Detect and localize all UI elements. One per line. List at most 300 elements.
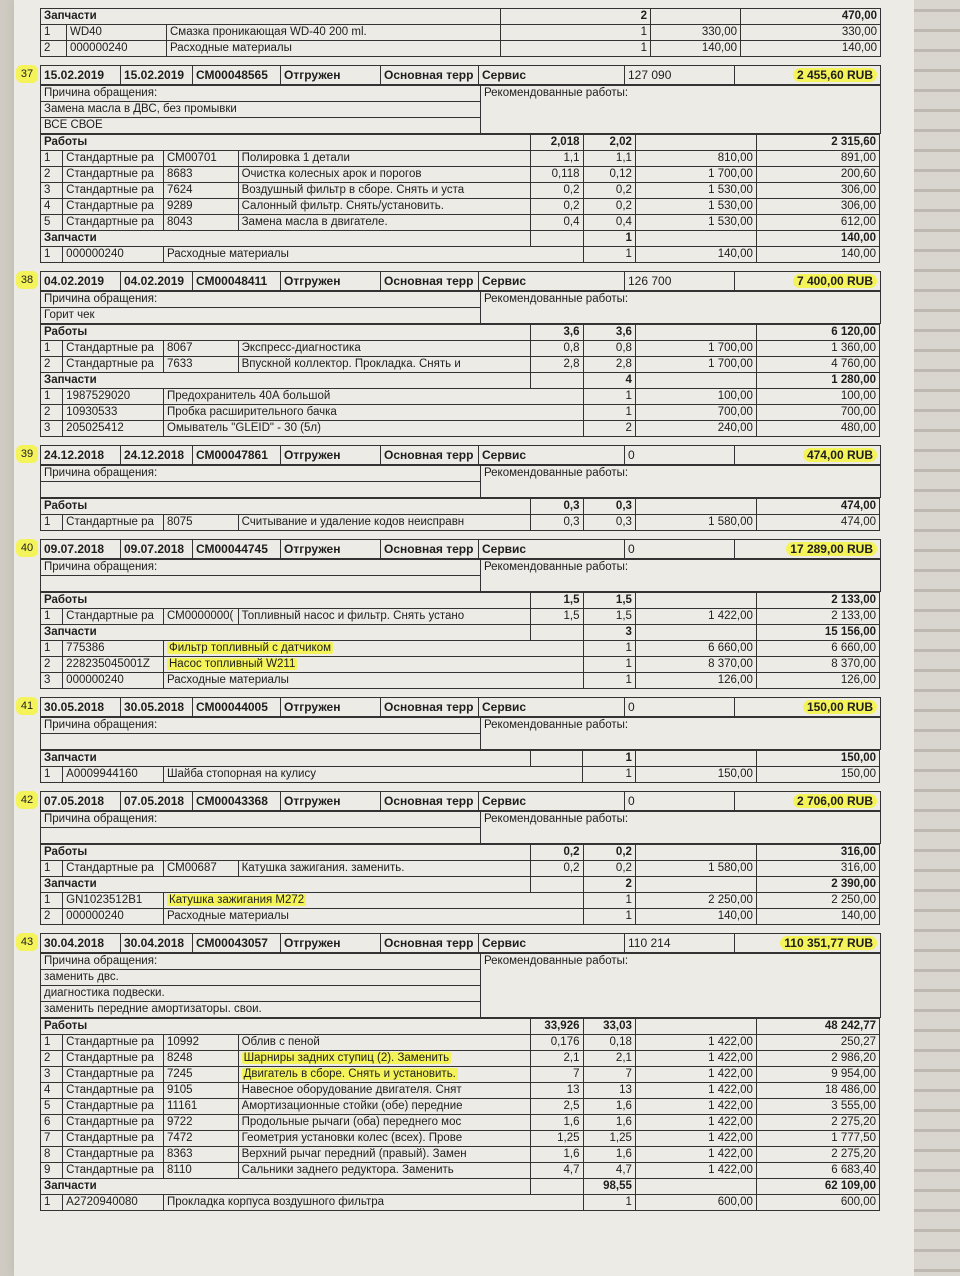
work-kind: Стандартные ра [63, 215, 164, 231]
work-norm: 0,2 [531, 199, 583, 215]
part-price: 700,00 [635, 405, 756, 421]
order-items-table [40, 324, 880, 437]
work-name-cell [238, 1099, 530, 1115]
work-sum: 2 986,20 [756, 1051, 879, 1067]
part-sum: 140,00 [741, 41, 881, 57]
row-number: 1 [41, 1195, 63, 1211]
part-code: A0009944160 [63, 767, 164, 783]
works-total-qty: 2,02 [583, 135, 635, 151]
empty-cell [635, 231, 756, 247]
work-name-cell [238, 183, 530, 199]
recommended-works-label: Рекомендованные работы: [481, 86, 881, 134]
reason-label: Причина обращения: [41, 560, 481, 576]
order-index-badge: 41 [16, 697, 38, 715]
parts-section-row [41, 625, 880, 641]
order-mileage: 0 [625, 540, 735, 559]
work-code: 8363 [164, 1147, 239, 1163]
works-total-sum: 316,00 [756, 845, 879, 861]
empty-cell [635, 499, 756, 515]
works-section-label: Работы [41, 1019, 531, 1035]
work-sum: 1 360,00 [756, 341, 879, 357]
part-row [41, 405, 880, 421]
part-qty: 1 [501, 41, 651, 57]
order-amount: 17 289,00 RUB [786, 542, 877, 556]
works-total-norm: 0,2 [531, 845, 583, 861]
order-items-table [40, 750, 880, 783]
works-section-label: Работы [41, 499, 531, 515]
order-amount: 110 351,77 RUB [780, 936, 877, 950]
part-code: 10930533 [63, 405, 164, 421]
order-date: 30.04.2018 [41, 934, 121, 953]
empty-cell [635, 625, 756, 641]
order-number: СМ00044745 [193, 540, 281, 559]
order-block [20, 697, 880, 783]
order-close-date: 04.02.2019 [121, 272, 193, 291]
reason-label-row [41, 560, 881, 576]
recommended-works-label: Рекомендованные работы: [481, 466, 881, 498]
reason-label: Причина обращения: [41, 466, 481, 482]
order-close-date: 30.04.2018 [121, 934, 193, 953]
work-qty: 1,6 [583, 1147, 635, 1163]
row-number: 2 [41, 657, 63, 673]
work-name: Очистка колесных арок и порогов [241, 168, 422, 180]
part-sum: 700,00 [756, 405, 879, 421]
order-header-table [40, 791, 881, 811]
work-name-cell [238, 199, 530, 215]
part-sum: 150,00 [756, 767, 879, 783]
order-number: СМ00043368 [193, 792, 281, 811]
work-row [41, 199, 880, 215]
reason-label-row [41, 86, 881, 102]
work-code: СМ00687 [164, 861, 239, 877]
order-date: 30.05.2018 [41, 698, 121, 717]
work-price: 1 422,00 [635, 1147, 756, 1163]
empty-cell [531, 231, 583, 247]
work-price: 810,00 [635, 151, 756, 167]
work-name: Замена масла в двигателе. [241, 216, 388, 228]
part-qty: 1 [583, 1195, 635, 1211]
work-price: 1 422,00 [635, 1051, 756, 1067]
empty-cell [531, 877, 583, 893]
part-qty: 1 [501, 25, 651, 41]
works-total-sum: 2 315,60 [756, 135, 879, 151]
work-norm: 7 [531, 1067, 583, 1083]
parts-section-row [41, 373, 880, 389]
work-code: 8075 [164, 515, 239, 531]
part-sum: 140,00 [756, 909, 879, 925]
work-norm: 1,5 [531, 609, 583, 625]
work-qty: 0,2 [583, 861, 635, 877]
work-norm: 13 [531, 1083, 583, 1099]
work-norm: 1,6 [531, 1147, 583, 1163]
work-name-cell [238, 1035, 530, 1051]
part-qty: 1 [583, 405, 635, 421]
part-row [41, 767, 880, 783]
order-header-table [40, 697, 881, 717]
part-qty: 1 [583, 247, 635, 263]
part-sum: 330,00 [741, 25, 881, 41]
row-number: 1 [41, 341, 63, 357]
work-row [41, 1051, 880, 1067]
order-items-table [40, 498, 880, 531]
row-number: 2 [41, 41, 67, 57]
order-type: Сервис [479, 66, 625, 85]
empty-cell [635, 845, 756, 861]
parts-total-sum: 150,00 [756, 751, 879, 767]
row-number: 2 [41, 357, 63, 373]
part-name: Расходные материалы [167, 248, 289, 260]
order-reason-table [40, 717, 881, 750]
work-code: 7472 [164, 1131, 239, 1147]
work-qty: 0,8 [583, 341, 635, 357]
part-row [41, 421, 880, 437]
reason-label: Причина обращения: [41, 86, 481, 102]
work-norm: 0,176 [531, 1035, 583, 1051]
order-header-row [41, 66, 881, 85]
works-total-sum: 474,00 [756, 499, 879, 515]
recommended-works-label: Рекомендованные работы: [481, 292, 881, 324]
order-block [20, 65, 880, 263]
reason-label-row [41, 812, 881, 828]
work-code: 9105 [164, 1083, 239, 1099]
work-name-cell [238, 515, 530, 531]
works-total-qty: 0,2 [583, 845, 635, 861]
part-name: Насос топливный W211 [169, 658, 296, 670]
order-mileage: 0 [625, 446, 735, 465]
work-code: 8043 [164, 215, 239, 231]
order-amount: 7 400,00 RUB [793, 274, 877, 288]
reason-label-row [41, 466, 881, 482]
top-parts-block [40, 8, 880, 57]
reason-text: заменить двс. [41, 970, 481, 986]
row-number: 3 [41, 673, 63, 689]
order-header-row [41, 698, 881, 717]
work-price: 1 700,00 [635, 167, 756, 183]
empty-cell [635, 373, 756, 389]
work-kind: Стандартные ра [63, 609, 164, 625]
work-row [41, 1147, 880, 1163]
works-section-row [41, 845, 880, 861]
work-qty: 2,1 [583, 1051, 635, 1067]
work-row [41, 1035, 880, 1051]
work-kind: Стандартные ра [63, 183, 164, 199]
work-norm: 1,25 [531, 1131, 583, 1147]
work-norm: 0,118 [531, 167, 583, 183]
part-code: 1987529020 [63, 389, 164, 405]
order-number: СМ00043057 [193, 934, 281, 953]
row-number: 3 [41, 421, 63, 437]
works-total-norm: 2,018 [531, 135, 583, 151]
order-header-table [40, 539, 881, 559]
row-number: 2 [41, 909, 63, 925]
work-name: Экспресс-диагностика [241, 342, 361, 354]
work-code: 9289 [164, 199, 239, 215]
part-price: 240,00 [635, 421, 756, 437]
order-status: Отгружен [281, 66, 381, 85]
order-close-date: 24.12.2018 [121, 446, 193, 465]
order-reason-table [40, 953, 881, 1018]
row-number: 4 [41, 199, 63, 215]
work-name-cell [238, 1115, 530, 1131]
work-norm: 0,2 [531, 183, 583, 199]
order-close-date: 09.07.2018 [121, 540, 193, 559]
row-number: 1 [41, 1035, 63, 1051]
work-sum: 6 683,40 [756, 1163, 879, 1179]
order-mileage: 0 [625, 792, 735, 811]
part-qty: 1 [583, 893, 635, 909]
order-amount-cell [735, 792, 881, 811]
work-norm: 2,5 [531, 1099, 583, 1115]
row-number: 1 [41, 247, 63, 263]
work-kind: Стандартные ра [63, 1131, 164, 1147]
order-close-date: 15.02.2019 [121, 66, 193, 85]
reason-label: Причина обращения: [41, 292, 481, 308]
work-norm: 0,8 [531, 341, 583, 357]
part-name: Расходные материалы [167, 910, 289, 922]
table-row [41, 41, 881, 57]
order-type: Сервис [479, 540, 625, 559]
work-qty: 0,3 [583, 515, 635, 531]
part-row [41, 657, 880, 673]
order-reason-table [40, 291, 881, 324]
work-code: 10992 [164, 1035, 239, 1051]
empty-cell [635, 1019, 756, 1035]
works-section-label: Работы [41, 135, 531, 151]
part-sum: 100,00 [756, 389, 879, 405]
order-header-row [41, 272, 881, 291]
empty-cell [531, 625, 583, 641]
order-header-table [40, 65, 881, 85]
empty-cell [635, 877, 756, 893]
work-code: 7633 [164, 357, 239, 373]
work-sum: 200,60 [756, 167, 879, 183]
order-items-table [40, 134, 880, 263]
row-number: 2 [41, 1051, 63, 1067]
row-number: 1 [41, 893, 63, 909]
work-qty: 4,7 [583, 1163, 635, 1179]
part-name-cell [164, 389, 584, 405]
part-qty: 1 [583, 909, 635, 925]
work-sum: 18 486,00 [756, 1083, 879, 1099]
work-sum: 250,27 [756, 1035, 879, 1051]
reason-text [41, 828, 481, 844]
work-kind: Стандартные ра [63, 357, 164, 373]
work-row [41, 1067, 880, 1083]
order-date: 24.12.2018 [41, 446, 121, 465]
reason-text: ВСЕ СВОЕ [41, 118, 481, 134]
work-kind: Стандартные ра [63, 1099, 164, 1115]
work-name: Продольные рычаги (оба) переднего мос [241, 1116, 462, 1128]
work-kind: Стандартные ра [63, 341, 164, 357]
work-qty: 1,25 [583, 1131, 635, 1147]
order-items-table [40, 1018, 880, 1211]
order-status: Отгружен [281, 540, 381, 559]
part-row [41, 641, 880, 657]
order-items-table [40, 844, 880, 925]
part-name-cell [164, 421, 584, 437]
part-code: A2720940080 [63, 1195, 164, 1211]
row-number: 9 [41, 1163, 63, 1179]
work-price: 1 580,00 [635, 515, 756, 531]
works-section-label: Работы [41, 845, 531, 861]
works-section-label: Работы [41, 325, 531, 341]
work-sum: 306,00 [756, 199, 879, 215]
parts-section-row [41, 1179, 880, 1195]
row-number: 1 [41, 151, 63, 167]
order-type: Сервис [479, 272, 625, 291]
works-section-row [41, 1019, 880, 1035]
part-price: 140,00 [635, 909, 756, 925]
work-name-cell [238, 151, 530, 167]
part-name-cell [164, 657, 584, 673]
part-code: 228235045001Z [63, 657, 164, 673]
reason-label: Причина обращения: [41, 812, 481, 828]
order-items-table [40, 592, 880, 689]
work-qty: 1,6 [583, 1115, 635, 1131]
work-qty: 0,2 [583, 199, 635, 215]
order-header-row [41, 934, 881, 953]
part-name-cell [164, 641, 584, 657]
works-total-sum: 48 242,77 [756, 1019, 879, 1035]
parts-section-row [41, 751, 880, 767]
work-code: 11161 [164, 1099, 239, 1115]
empty-cell [531, 751, 583, 767]
order-amount-cell [735, 934, 881, 953]
work-row [41, 609, 880, 625]
part-qty: 1 [583, 673, 635, 689]
work-name: Шарниры задних ступиц (2). Заменить [243, 1052, 450, 1064]
order-block [20, 933, 880, 1211]
part-qty: 1 [583, 389, 635, 405]
work-kind: Стандартные ра [63, 1035, 164, 1051]
part-code: 000000240 [63, 247, 164, 263]
part-price: 126,00 [635, 673, 756, 689]
order-reason-table [40, 85, 881, 134]
order-number: СМ00048411 [193, 272, 281, 291]
part-name: Расходные материалы [167, 41, 501, 57]
order-type: Сервис [479, 446, 625, 465]
parts-section-label: Запчасти [41, 231, 531, 247]
works-total-norm: 33,926 [531, 1019, 583, 1035]
order-reason-table [40, 811, 881, 844]
work-name: Сальники заднего редуктора. Заменить [241, 1164, 454, 1176]
row-number: 1 [41, 609, 63, 625]
order-mileage: 0 [625, 698, 735, 717]
order-organization: Основная терр [381, 792, 479, 811]
parts-total-qty: 1 [583, 231, 635, 247]
order-status: Отгружен [281, 272, 381, 291]
recommended-works-label: Рекомендованные работы: [481, 718, 881, 750]
work-kind: Стандартные ра [63, 1083, 164, 1099]
work-row [41, 1163, 880, 1179]
work-sum: 306,00 [756, 183, 879, 199]
work-code: СМ00701 [164, 151, 239, 167]
order-block [20, 445, 880, 531]
part-code: WD40 [67, 25, 167, 41]
work-row [41, 183, 880, 199]
order-header-table [40, 445, 881, 465]
order-status: Отгружен [281, 698, 381, 717]
work-price: 1 422,00 [635, 1067, 756, 1083]
row-number: 1 [41, 25, 67, 41]
work-sum: 891,00 [756, 151, 879, 167]
work-kind: Стандартные ра [63, 199, 164, 215]
section-label: Запчасти [41, 9, 501, 25]
work-name-cell [238, 215, 530, 231]
reason-text [41, 734, 481, 750]
part-name-cell [164, 893, 584, 909]
reason-label-row [41, 292, 881, 308]
table-row [41, 25, 881, 41]
work-qty: 2,8 [583, 357, 635, 373]
part-price: 2 250,00 [635, 893, 756, 909]
work-qty: 1,6 [583, 1099, 635, 1115]
part-row [41, 1195, 880, 1211]
work-norm: 1,1 [531, 151, 583, 167]
part-name-cell [164, 1195, 584, 1211]
parts-section-label: Запчасти [41, 877, 531, 893]
order-type: Сервис [479, 934, 625, 953]
part-qty: 2 [583, 421, 635, 437]
work-row [41, 215, 880, 231]
parts-total-qty: 1 [583, 751, 635, 767]
work-kind: Стандартные ра [63, 151, 164, 167]
works-section-label: Работы [41, 593, 531, 609]
work-norm: 0,2 [531, 861, 583, 877]
work-name: Навесное оборудование двигателя. Снят [241, 1084, 462, 1096]
reason-text: заменить передние амортизаторы. свои. [41, 1002, 481, 1018]
row-number: 5 [41, 1099, 63, 1115]
parts-section-label: Запчасти [41, 625, 531, 641]
work-name-cell [238, 1147, 530, 1163]
order-header-table [40, 271, 881, 291]
part-row [41, 389, 880, 405]
work-sum: 316,00 [756, 861, 879, 877]
work-name-cell [238, 1131, 530, 1147]
empty-cell [531, 373, 583, 389]
work-sum: 474,00 [756, 515, 879, 531]
order-number: СМ00044005 [193, 698, 281, 717]
works-total-qty: 33,03 [583, 1019, 635, 1035]
work-kind: Стандартные ра [63, 1147, 164, 1163]
part-code: GN1023512B1 [63, 893, 164, 909]
part-code: 205025412 [63, 421, 164, 437]
work-norm: 0,3 [531, 515, 583, 531]
order-date: 15.02.2019 [41, 66, 121, 85]
works-total-qty: 1,5 [583, 593, 635, 609]
part-name: Шайба стопорная на кулису [167, 768, 316, 780]
part-name: Омыватель "GLEID" - 30 (5л) [167, 422, 321, 434]
part-sum: 140,00 [756, 247, 879, 263]
reason-label-row [41, 718, 881, 734]
part-row [41, 247, 880, 263]
work-price: 1 530,00 [635, 215, 756, 231]
work-sum: 4 760,00 [756, 357, 879, 373]
work-price: 1 530,00 [635, 183, 756, 199]
work-qty: 0,2 [583, 183, 635, 199]
order-amount-cell [735, 66, 881, 85]
work-row [41, 357, 880, 373]
order-amount-cell [735, 540, 881, 559]
order-amount-cell [735, 446, 881, 465]
parts-total-sum: 140,00 [756, 231, 879, 247]
row-number: 1 [41, 641, 63, 657]
work-kind: Стандартные ра [63, 167, 164, 183]
work-price: 1 422,00 [635, 609, 756, 625]
order-block [20, 539, 880, 689]
order-mileage: 110 214 [625, 934, 735, 953]
part-name: Фильтр топливный с датчиком [169, 642, 332, 654]
